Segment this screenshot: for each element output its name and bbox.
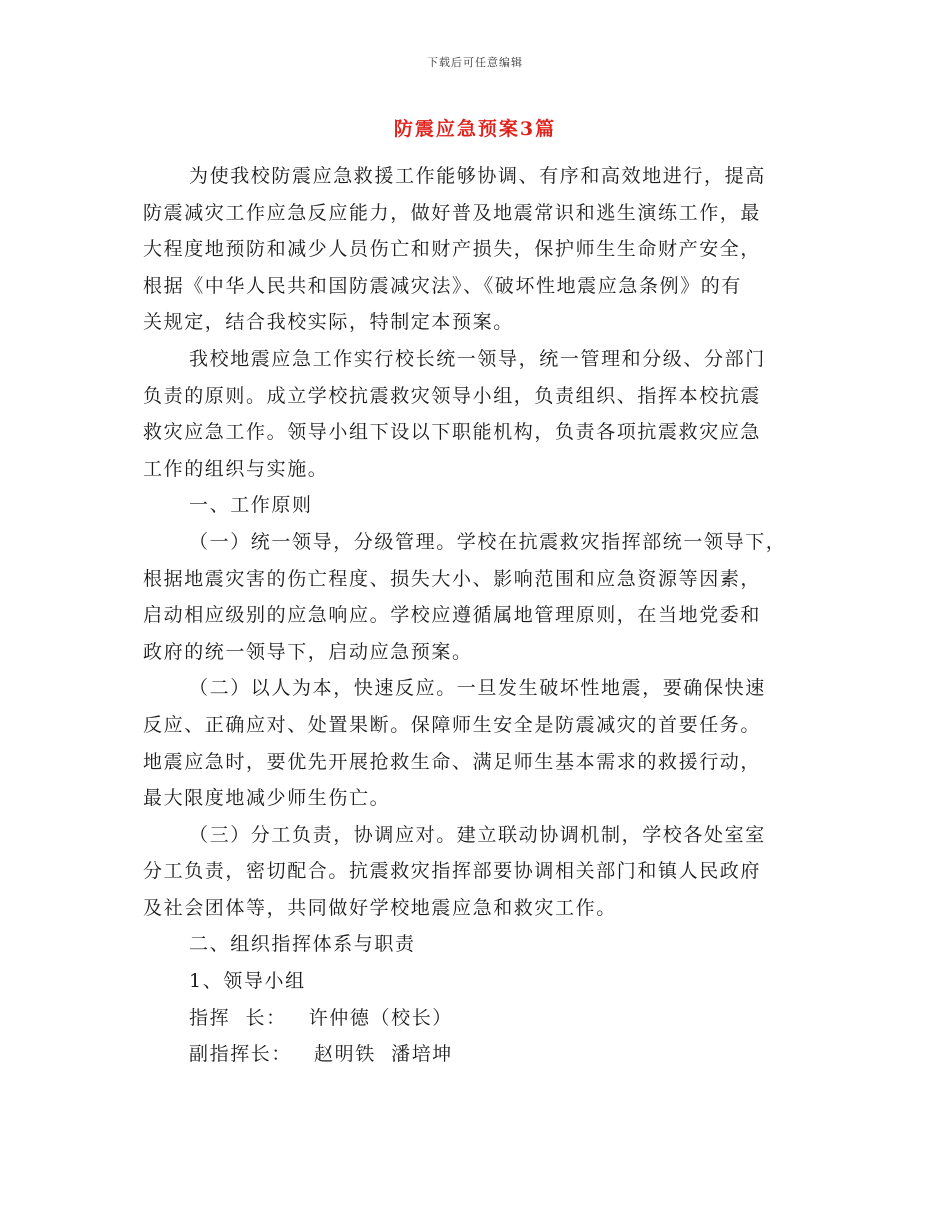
document-body xyxy=(143,158,813,1073)
body-line: 救灾应急工作。领导小组下设以下职能机构，负责各项抗震救灾应急 xyxy=(143,421,762,444)
body-line: 最大限度地减少师生伤亡。 xyxy=(143,787,391,810)
body-line: （三）分工负责，协调应对。建立联动协调机制，学校各处室室 xyxy=(189,823,766,846)
body-line: 负责的原则。成立学校抗震救灾领导小组，负责组织、指挥本校抗震 xyxy=(143,384,762,407)
body-line: 反应、正确应对、处置果断。保障师生安全是防震减灾的首要任务。 xyxy=(143,713,762,736)
body-line: 地震应急时，要优先开展抢救生命、满足师生基本需求的救援行动， xyxy=(143,750,762,773)
document-title: 防震应急预案3篇 xyxy=(393,118,557,140)
body-line: 分工负责，密切配合。抗震救灾指挥部要协调相关部门和镇人民政府 xyxy=(143,860,762,883)
body-line: 为使我校防震应急救援工作能够协调、有序和高效地进行，提高 xyxy=(189,165,766,187)
body-line: 我校地震应急工作实行校长统一领导，统一管理和分级、分部门 xyxy=(189,347,766,370)
body-line: 及社会团体等，共同做好学校地震应急和救灾工作。 xyxy=(143,896,617,919)
body-line: 防震减灾工作应急反应能力，做好普及地震常识和逃生演练工作，最 xyxy=(143,201,762,224)
body-line: 大程度地预防和减少人员伤亡和财产损失，保护师生生命财产安全， xyxy=(143,238,762,261)
body-line: 根据地震灾害的伤亡程度、损失大小、影响范围和应急资源等因素， xyxy=(143,567,762,590)
subsection-heading: 1、领导小组 xyxy=(189,970,306,993)
body-line: （一）统一领导，分级管理。学校在抗震救灾指挥部统一领导下， xyxy=(189,530,787,553)
body-line: 政府的统一领导下，启动应急预案。 xyxy=(143,640,473,663)
section-heading: 二、组织指挥体系与职责 xyxy=(189,933,416,956)
header-note: 下载后可任意编辑 xyxy=(427,56,523,69)
role-label: 指挥 长： xyxy=(189,1006,287,1029)
body-line: （二）以人为本，快速反应。一旦发生破坏性地震，要确保快速 xyxy=(189,677,766,700)
role-line-deputy xyxy=(143,1036,813,1073)
body-line: 启动相应级别的应急响应。学校应遵循属地管理原则，在当地党委和 xyxy=(143,604,762,627)
section-heading: 一、工作原则 xyxy=(189,494,313,517)
role-label: 副指挥长： xyxy=(189,1043,293,1066)
role-names: 赵明铁 潘培坤 xyxy=(314,1043,453,1066)
body-line: 关规定，结合我校实际，特制定本预案。 xyxy=(143,311,514,334)
role-line-commander xyxy=(143,1000,813,1037)
role-names: 许仲德（校长） xyxy=(308,1006,453,1029)
body-line: 根据《中华人民共和国防震减灾法》、《破坏性地震应急条例》的有 xyxy=(143,274,743,297)
body-line: 工作的组织与实施。 xyxy=(143,457,329,480)
